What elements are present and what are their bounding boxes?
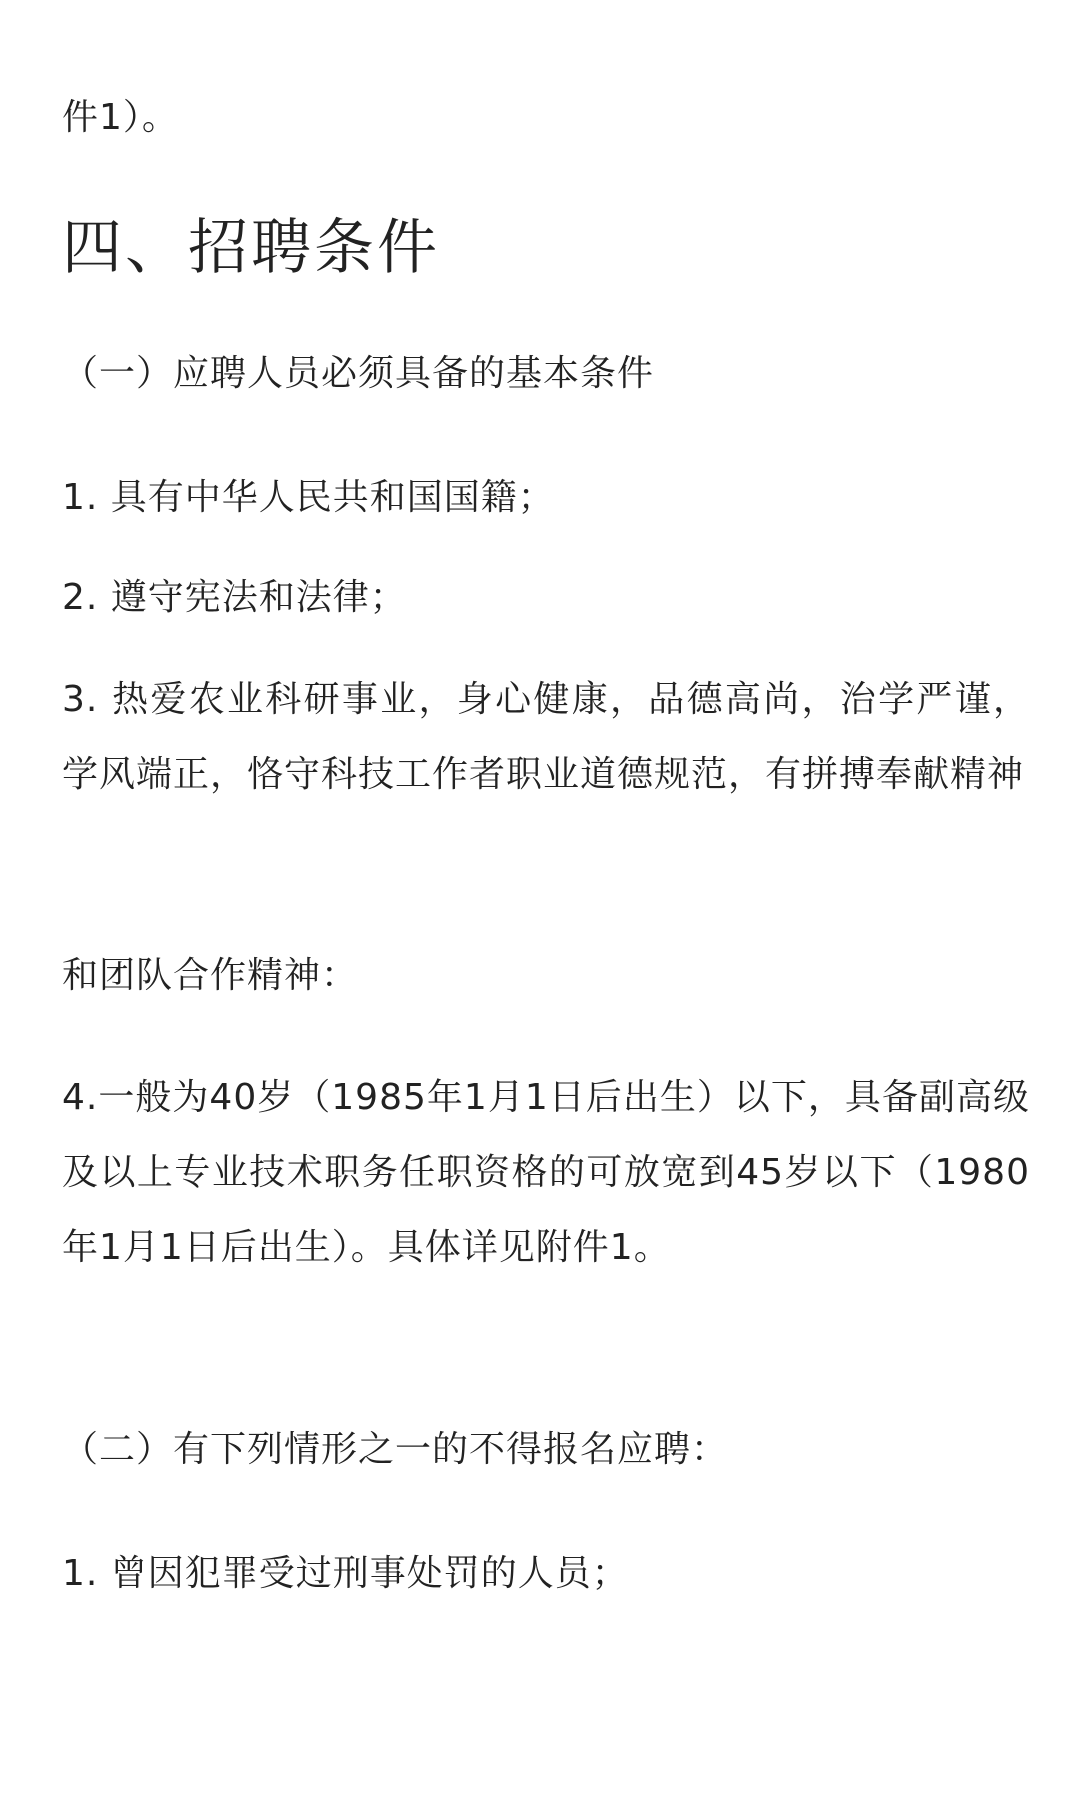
condition-item-2: 2. 遵守宪法和法律； — [62, 577, 407, 618]
paragraph-continuation: 件1）。 — [62, 97, 179, 138]
section-heading: 四、招聘条件 — [62, 213, 440, 283]
condition-item-4: 4.一般为40岁（1985年1月1日后出生）以下，具备副高级及以上专业技术职务任职资格的可放宽到45岁以下（1980年1月1日后出生）。具体详见附件1。 — [62, 1077, 1030, 1268]
subsection-heading-exclusions: （二）有下列情形之一的不得报名应聘： — [62, 1429, 729, 1470]
condition-item-3-continued: 和团队合作精神： — [62, 955, 359, 996]
condition-item-3: 3. 热爱农业科研事业，身心健康，品德高尚，治学严谨，学风端正，恪守科技工作者职业道德规范，有拼搏奉献精神 — [62, 679, 1030, 795]
subsection-heading-basic-conditions: （一）应聘人员必须具备的基本条件 — [62, 353, 655, 394]
condition-item-1: 1. 具有中华人民共和国国籍； — [62, 477, 555, 518]
exclusion-item-1: 1. 曾因犯罪受过刑事处罚的人员； — [62, 1553, 629, 1594]
